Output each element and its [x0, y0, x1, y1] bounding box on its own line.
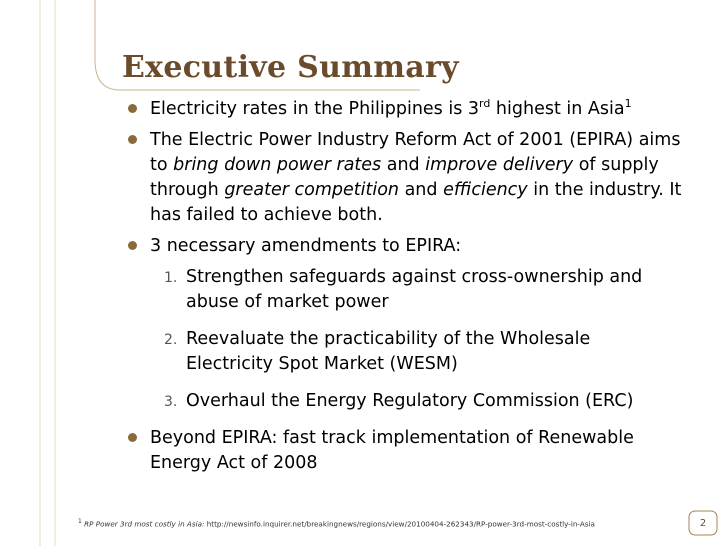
superscript: rd — [479, 97, 491, 111]
bullet-text: in the industry. It has failed to achieve both. — [150, 180, 682, 225]
item-number: 2. — [164, 332, 178, 348]
italic-text: improve delivery — [425, 155, 574, 175]
numbered-item — [164, 265, 682, 315]
bullet-item — [122, 234, 682, 259]
bullet-text: of supply through — [150, 155, 659, 200]
bullet-dot-icon — [128, 241, 137, 250]
bullet-text: Beyond EPIRA: fast track implementation of Renewable Energy Act of 2008 — [150, 428, 634, 473]
footnote-ref: 1 — [624, 97, 632, 111]
page-number: 2 — [699, 517, 707, 529]
footnote-source: RP Power 3rd most costly in Asia: — [84, 519, 205, 529]
numbered-item — [164, 389, 682, 414]
bullet-item — [122, 97, 682, 122]
bullet-text: and — [399, 180, 444, 200]
item-text: Strengthen safeguards against cross-ownership and abuse of market power — [186, 267, 643, 312]
bullet-text: and — [381, 155, 426, 175]
bullet-item — [122, 426, 682, 476]
bullet-dot-icon — [128, 135, 137, 144]
footnote — [78, 518, 698, 528]
numbered-sublist — [164, 265, 682, 414]
footnote-url[interactable]: http://newsinfo.inquirer.net/breakingnews/regions/view/20100404-262343/RP-power-3rd-most-costly-in-Asia — [204, 519, 595, 529]
bullet-list — [122, 97, 682, 482]
footnote-mark: 1 — [78, 518, 82, 525]
item-text: Overhaul the Energy Regulatory Commission (ERC) — [186, 391, 634, 411]
bullet-text: 3 necessary amendments to EPIRA: — [150, 236, 462, 256]
item-number: 1. — [164, 270, 178, 286]
italic-text: greater competition — [224, 180, 400, 200]
slide-title: Executive Summary — [122, 50, 459, 85]
bullet-text: The Electric Power Industry Reform Act of 2001 (EPIRA) aims to — [150, 130, 681, 175]
item-text: Reevaluate the practicability of the Wholesale Electricity Spot Market (WESM) — [186, 329, 591, 374]
bullet-dot-icon — [128, 433, 137, 442]
bullet-item — [122, 128, 682, 228]
italic-text: bring down power rates — [173, 155, 382, 175]
bullet-text: Electricity rates in the Philippines is 3 — [150, 99, 480, 119]
item-number: 3. — [164, 394, 178, 410]
italic-text: efficiency — [443, 180, 528, 200]
numbered-item — [164, 327, 682, 377]
bullet-text: highest in Asia — [490, 99, 625, 119]
bullet-dot-icon — [128, 104, 137, 113]
